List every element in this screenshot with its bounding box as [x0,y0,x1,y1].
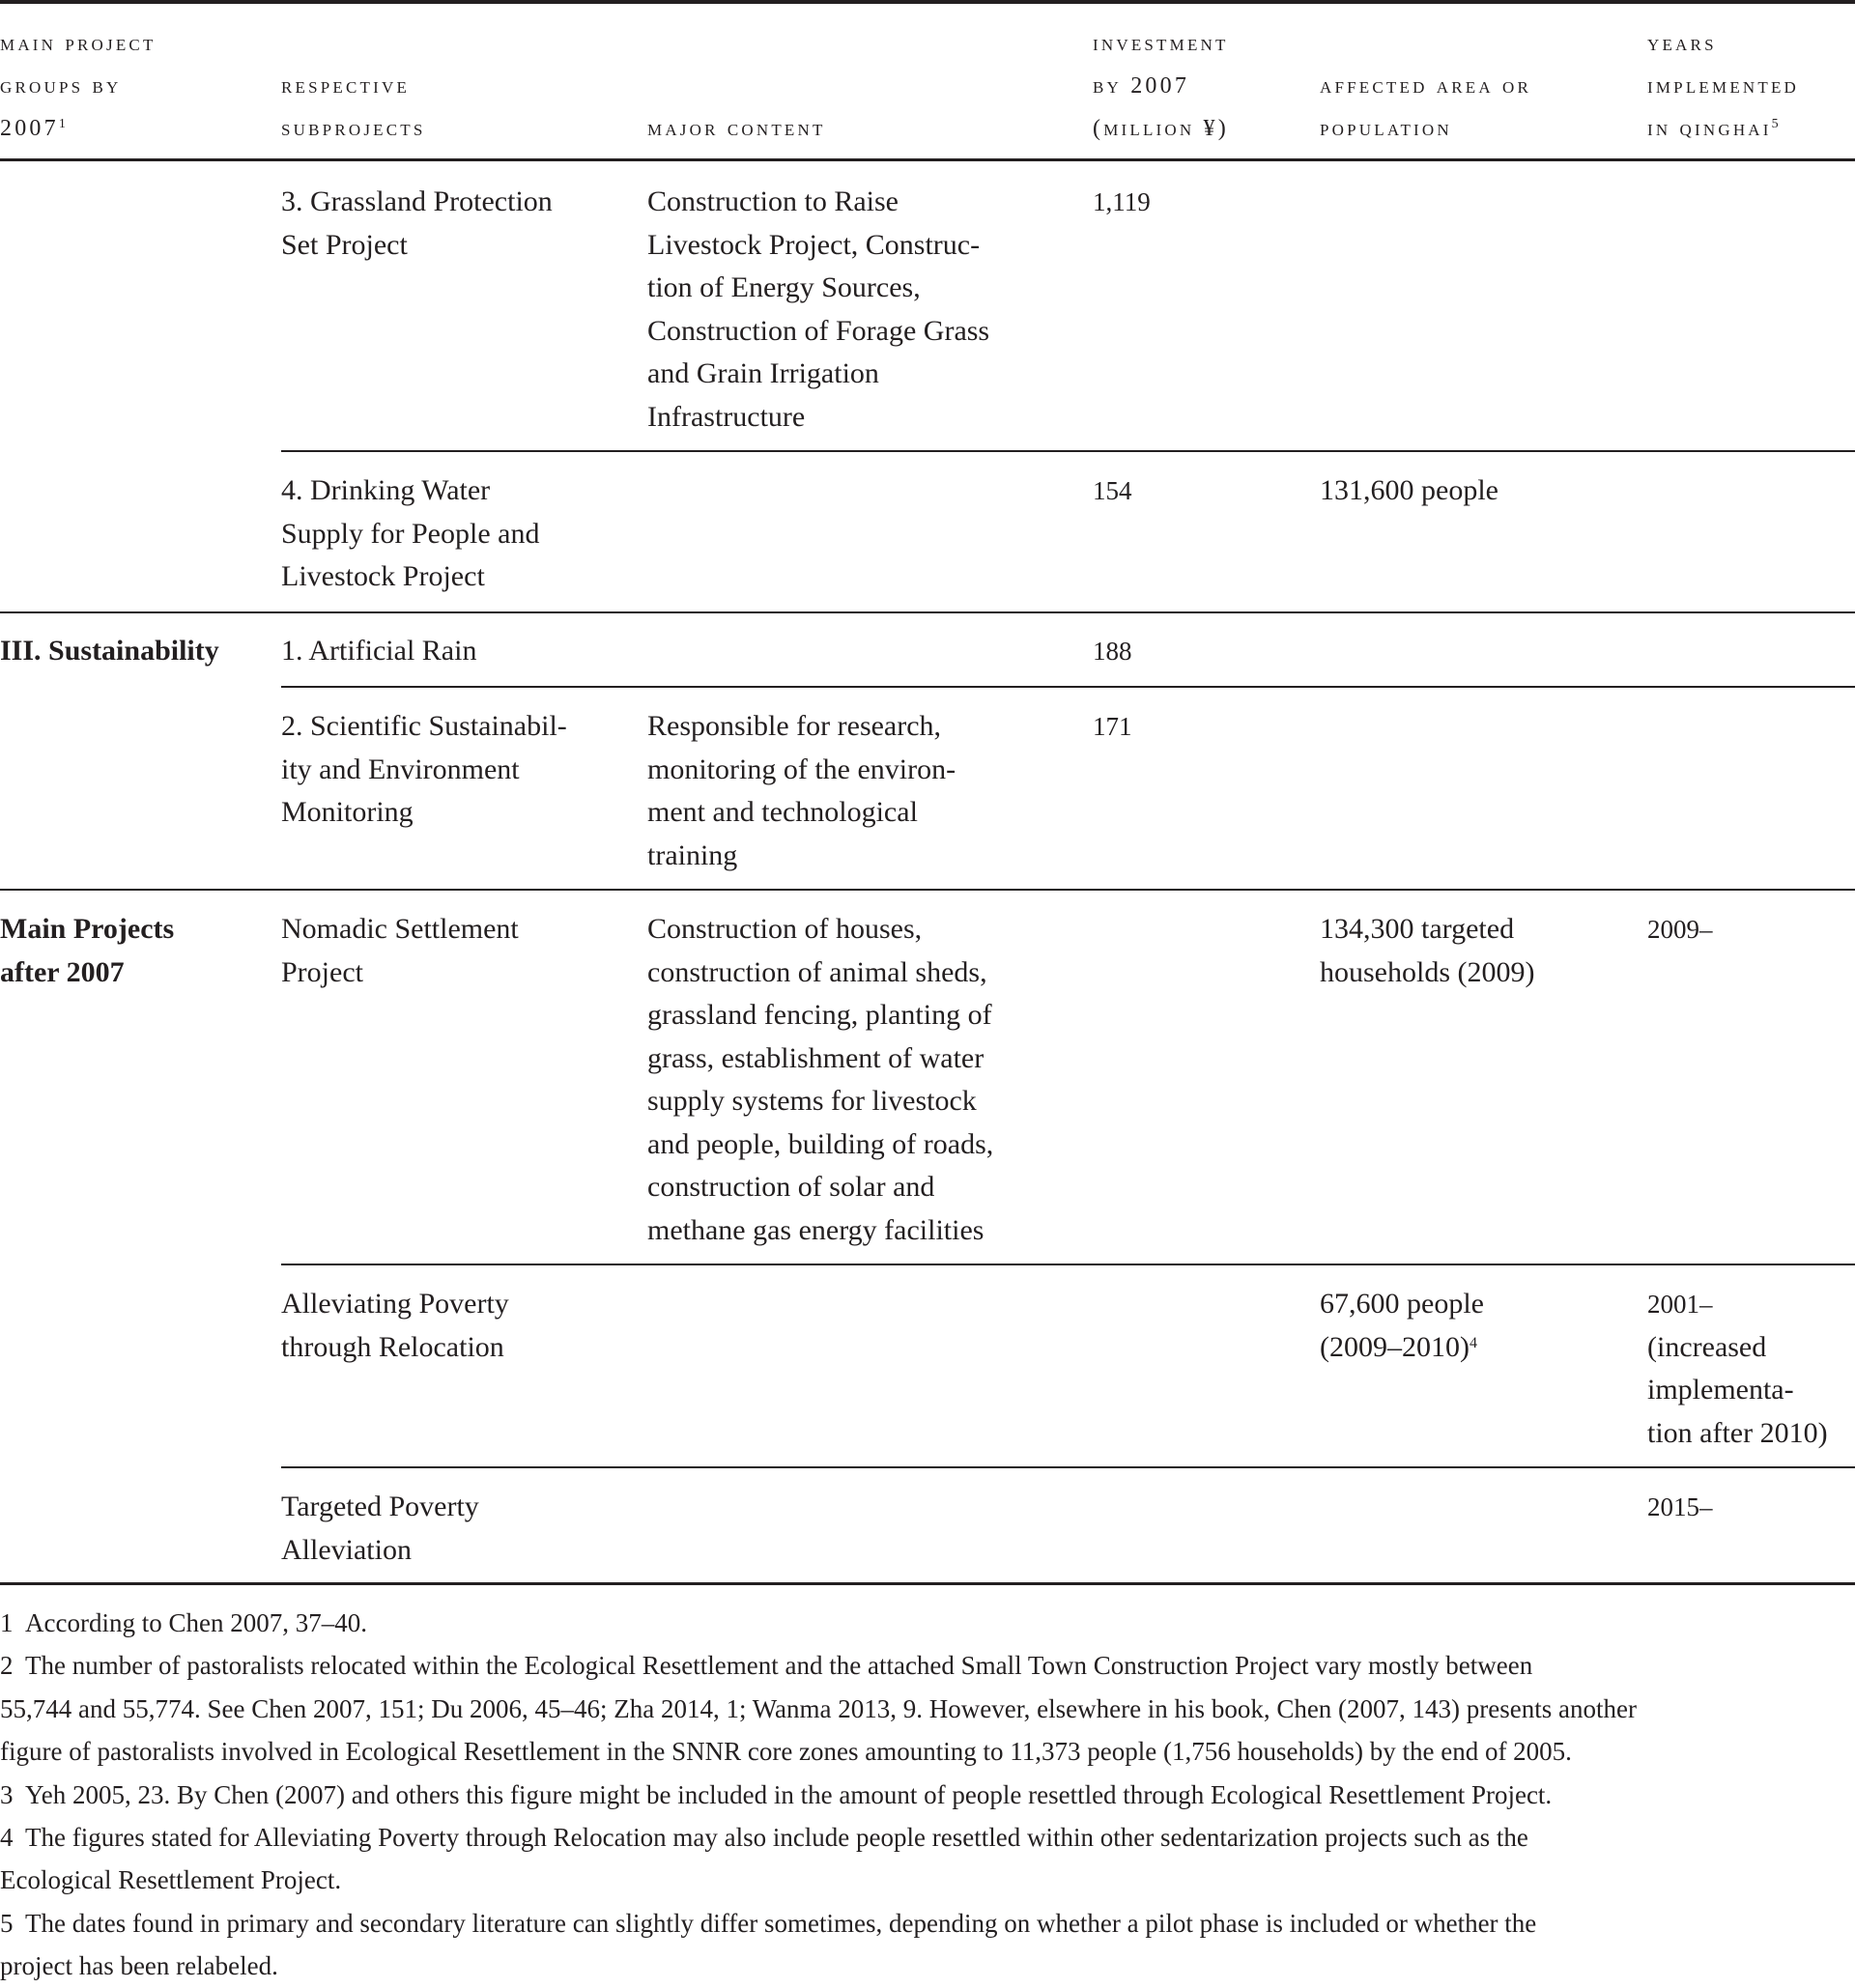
footnote-ref: 4 [1469,1334,1477,1351]
years-nomadic-settlement: 2009– [1647,915,1713,944]
affected-drinking-water: 131,600 people [1320,474,1498,506]
subproject-nomadic-settlement: Nomadic Settlement Project [281,913,519,988]
group-divider [0,889,1855,891]
group-sustainability: III. Sustainability [0,635,219,667]
top-rule [0,0,1855,4]
subproject-drinking-water: 4. Drinking Water Supply for People and Livestock Project [281,474,540,592]
content-grassland: Construction to Raise Livestock Project, Construc- tion of Energy Sources, Construction of Forage Grass and Grain Irrigation Infrastructure [647,185,990,433]
subproject-grassland: 3. Grassland Protection Set Project [281,185,553,261]
header-investment: investment by 2007 (million ¥) [1093,31,1229,141]
footnote-1: 1 According to Chen 2007, 37–40. [0,1608,367,1637]
footnote-5: 5 The dates found in primary and secondary literature can slightly differ sometimes, depending on whether a pilot phase is included or whether the project has been relabeled. [0,1908,1537,1981]
subproject-relocation: Alleviating Poverty through Relocation [281,1288,509,1363]
group-main-projects-after-2007: Main Projects after 2007 [0,913,175,988]
footnote-ref: 5 [1771,117,1779,131]
content-nomadic-settlement: Construction of houses, construction of animal sheds, grassland fencing, planting of grass, establishment of water supply systems for livestock and people, building of roads, construction of solar and methane gas energy facilities [647,913,994,1246]
row-divider [281,686,1855,688]
row-divider [281,1264,1855,1265]
footnote-ref: 1 [58,117,66,131]
content-scientific: Responsible for research, monitoring of the environ- ment and technological training [647,710,956,871]
investment-artificial-rain: 188 [1093,637,1132,666]
subproject-scientific: 2. Scientific Sustainabil- ity and Environment Monitoring [281,710,567,828]
subproject-targeted-poverty: Targeted Poverty Alleviation [281,1491,479,1566]
header-respective-subprojects: respective subprojects [281,73,426,141]
footnote-2: 2 The number of pastoralists relocated within the Ecological Resettlement and the attached Small Town Construction Project vary mostly between 55,744 and 55,774. See Chen 2007, 151; Du 2006, 45–46; Zha 2014, 1; Wanma 2013, 9. However, elsewhere in his book, Chen (2007, 143) presents another figure of pastoralists involved in Ecological Resettlement in the SNNR core zones amounting to 11,373 people (1,756 households) by the end of 2005. [0,1651,1637,1767]
row-divider [281,450,1855,452]
row-divider [281,1466,1855,1468]
header-rule [0,158,1855,161]
affected-relocation: 67,600 people (2009–2010)$^4$ [1320,1288,1484,1363]
group-divider [0,611,1855,613]
header-affected-area: affected area or population [1320,73,1532,141]
footnote-4: 4 The figures stated for Alleviating Poverty through Relocation may also include people resettled within other sedentarization projects such as the Ecological Resettlement Project. [0,1823,1528,1895]
footnote-3: 3 Yeh 2005, 23. By Chen (2007) and others this figure might be included in the amount of people resettled through Ecological Resettlement Project. [0,1779,1553,1809]
investment-scientific: 171 [1093,712,1132,741]
years-relocation: 2001– (increased implementa- tion after 2010) [1647,1290,1828,1449]
header-major-content: major content [647,116,826,141]
footnotes [0,1602,1855,1988]
bottom-rule [0,1582,1855,1585]
header-main-project-groups: main project groups by 2007$^1$ [0,31,157,141]
investment-grassland: 1,119 [1093,187,1151,216]
header-years-implemented: years implemented in qinghai$^5$ [1647,31,1800,141]
subproject-artificial-rain: 1. Artificial Rain [281,635,477,667]
investment-drinking-water: 154 [1093,476,1132,505]
years-targeted-poverty: 2015– [1647,1492,1713,1521]
affected-nomadic-settlement: 134,300 targeted households (2009) [1320,913,1535,988]
